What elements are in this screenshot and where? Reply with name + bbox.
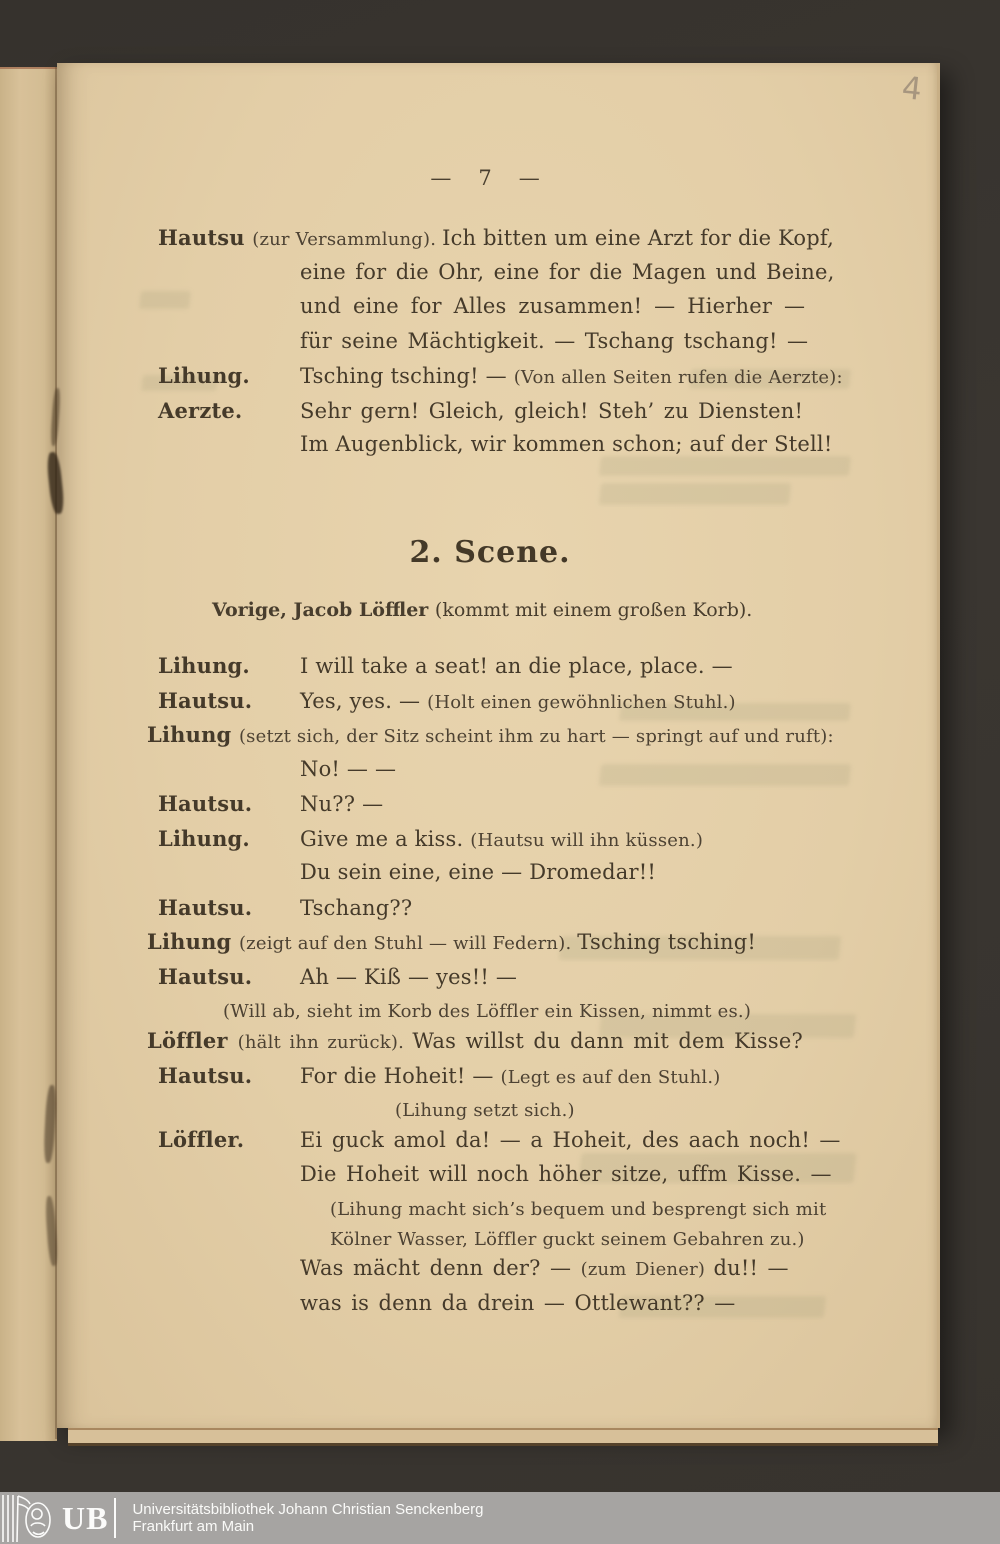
- stage-direction: (Lihung macht sich’s bequem und besprengt sich mit: [330, 1199, 827, 1220]
- dialog-line: [158, 653, 888, 688]
- stage-direction: (Legt es auf den Stuhl.): [500, 1066, 721, 1088]
- dialog-line: [300, 1291, 888, 1326]
- dialog-line: [147, 722, 888, 757]
- dialog-text: für seine Mächtigkeit. — Tschang tschang! —: [300, 328, 809, 353]
- speaker-name: Hautsu.: [158, 687, 253, 713]
- logo-divider: [114, 1498, 116, 1538]
- page-number-value: 7: [478, 166, 492, 190]
- library-name-block: [132, 1501, 483, 1535]
- dialog-line: [300, 860, 888, 895]
- speaker-name: Lihung.: [158, 825, 250, 851]
- speaker-name: Lihung.: [158, 363, 250, 388]
- speaker-name: Aerzte.: [158, 397, 243, 423]
- dialog-text: und eine for Alles zusammen! — Hierher —: [300, 294, 806, 318]
- dialog-text: was is denn da drein — Ottlewant?? —: [300, 1290, 736, 1315]
- showthrough-text: [599, 483, 791, 505]
- dialog-text: Nu?? —: [300, 792, 384, 816]
- page-paper: [57, 63, 940, 1428]
- ub-logo-abbr: UB: [62, 1499, 109, 1536]
- ub-logo: [0, 1492, 116, 1544]
- speaker-name: Hautsu.: [158, 963, 253, 989]
- dialog-text: du!! —: [713, 1256, 789, 1280]
- dialog-line: [300, 432, 888, 467]
- dialog-line: [158, 1127, 888, 1162]
- dialog-line: [147, 1028, 888, 1063]
- dialog-text: No! — —: [300, 756, 397, 781]
- dialog-line: [158, 826, 888, 861]
- stage-direction: (Holt einen gewöhnlichen Stuhl.): [427, 691, 736, 713]
- speaker-name: Löffler.: [158, 1127, 245, 1152]
- dialog-line: [330, 1196, 888, 1226]
- dialog-text: Sehr gern! Gleich, gleich! Steh’ zu Diensten!: [300, 398, 804, 423]
- dialog-block-2: [147, 653, 888, 1325]
- dialog-text: Ah — Kiß — yes!! —: [300, 964, 518, 989]
- dialog-line: [158, 791, 888, 826]
- library-location: Frankfurt am Main: [132, 1518, 255, 1535]
- library-footer-bar: [0, 1492, 1000, 1544]
- speaker-name: Hautsu.: [158, 1062, 253, 1088]
- dialog-line: [147, 929, 888, 964]
- dialog-text: Ei guck amol da! — a Hoheit, des aach noch! —: [300, 1128, 841, 1152]
- page-stack-edge: [68, 1428, 938, 1446]
- dialog-text: Was willst du dann mit dem Kisse?: [412, 1029, 803, 1053]
- dialog-text: Give me a kiss.: [300, 826, 471, 851]
- speaker-name: Lihung: [147, 929, 239, 954]
- dialog-line: [300, 1162, 888, 1197]
- stage-direction: Kölner Wasser, Löffler guckt seinem Gebahren zu.): [330, 1229, 805, 1250]
- cast-line: [212, 599, 752, 621]
- page-number: [135, 166, 835, 190]
- cast-names: Vorige, Jacob Löffler: [212, 599, 435, 621]
- speaker-name: Löffler: [147, 1028, 238, 1053]
- dialog-line: [158, 398, 888, 433]
- page-number-dash: —: [430, 166, 452, 190]
- dialog-text: Was mächt denn der? —: [300, 1256, 581, 1280]
- stage-direction: (Will ab, sieht im Korb des Löffler ein Kissen, nimmt es.): [223, 1001, 752, 1022]
- dialog-line: [300, 294, 888, 329]
- speaker-name: Lihung: [147, 722, 239, 747]
- stage-direction: (Lihung setzt sich.): [395, 1100, 575, 1121]
- stage-direction: (zum Diener): [580, 1259, 714, 1280]
- dialog-text: Ich bitten um eine Arzt for die Kopf,: [442, 226, 834, 250]
- dialog-text: I will take a seat! an die place, place. —: [300, 654, 733, 678]
- stage-direction: (zur Versammlung).: [252, 229, 443, 250]
- dialog-line: [330, 1226, 888, 1256]
- dialog-line: [158, 225, 888, 260]
- dialog-line: [158, 688, 888, 723]
- dialog-text: Du sein eine, eine — Dromedar!!: [300, 860, 656, 884]
- dialog-text: Die Hoheit will noch höher sitze, uffm Kisse. —: [300, 1161, 832, 1186]
- library-name: Universitätsbibliothek Johann Christian Senckenberg: [132, 1501, 484, 1518]
- dialog-line: [158, 964, 888, 999]
- speaker-name: Hautsu: [158, 225, 253, 250]
- stage-direction: (Hautsu will ihn küssen.): [470, 829, 704, 851]
- handwritten-page-mark: 4: [900, 70, 924, 108]
- dialog-line: [300, 329, 888, 364]
- speaker-name: Hautsu.: [158, 791, 253, 816]
- dialog-text: eine for die Ohr, eine for die Magen und Beine,: [300, 259, 835, 284]
- dialog-block-1: [158, 225, 888, 467]
- stage-direction: (hält ihn zurück).: [237, 1032, 413, 1053]
- dialog-line: [223, 998, 888, 1028]
- speaker-name: Lihung.: [158, 653, 250, 678]
- stage-direction: (zeigt auf den Stuhl — will Federn).: [238, 933, 578, 954]
- stage-direction: (Von allen Seiten rufen die Aerzte):: [513, 367, 843, 388]
- dialog-text: Yes, yes. —: [300, 688, 428, 713]
- dialog-text: Im Augenblick, wir kommen schon; auf der Stell!: [300, 432, 833, 456]
- dialog-line: [300, 260, 888, 295]
- scene-heading: 2. Scene.: [409, 535, 571, 570]
- ub-logo-graphic: [0, 1492, 58, 1544]
- dialog-line: [395, 1097, 888, 1127]
- cast-stage-note: (kommt mit einem großen Korb).: [434, 599, 753, 621]
- dialog-text: Tsching tsching! —: [300, 364, 514, 388]
- dialog-text: For die Hoheit! —: [300, 1063, 501, 1088]
- speaker-name: Hautsu.: [158, 894, 253, 920]
- dialog-line: [300, 1256, 888, 1291]
- dialog-line: [158, 363, 888, 398]
- dialog-text: Tsching tsching!: [577, 930, 757, 954]
- dialog-line: [158, 1063, 888, 1098]
- dialog-line: [158, 895, 888, 930]
- page-number-dash: —: [518, 166, 540, 190]
- dialog-line: [300, 757, 888, 792]
- dialog-text: Tschang??: [300, 895, 413, 920]
- stage-direction: (setzt sich, der Sitz scheint ihm zu hart — springt auf und ruft):: [238, 726, 834, 747]
